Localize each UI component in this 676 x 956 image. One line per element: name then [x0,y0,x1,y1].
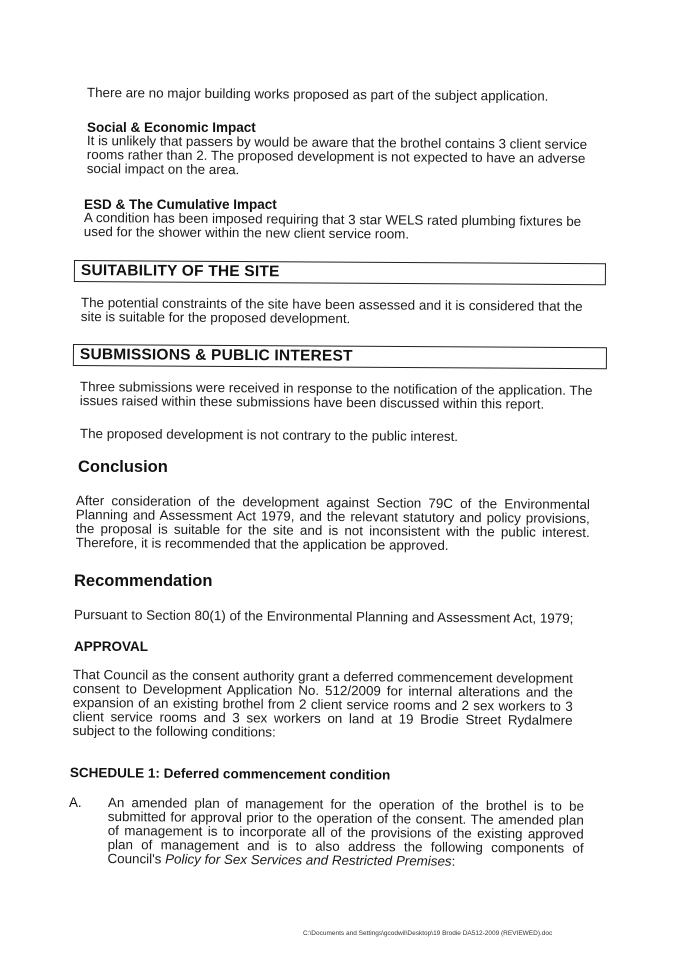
recommendation-paragraph: Pursuant to Section 80(1) of the Environmental Planning and Assessment Act, 1979; [73,607,574,626]
suitability-paragraph: The potential constraints of the site have been assessed and it is considered that the site is suitable for the proposed development. [80,295,583,327]
item-letter: A. [69,795,82,810]
suitability-heading: SUITABILITY OF THE SITE [80,262,280,281]
recommendation-heading: Recommendation [74,572,213,590]
esd-heading: ESD & The Cumulative Impact [84,197,277,212]
footer-filepath: C:\Documents and Settings\gcodwil\Desktop\19 Brodie DA512-2009 (REVIEWED).doc [303,930,553,937]
social-paragraph: It is unlikely that passers by would be aware that the brothel contains 3 client service rooms rather than 2. The proposed development is not expected to have an adverse social impact on the area. [86,133,588,178]
schedule-item-paragraph [107,796,584,870]
social-heading: Social & Economic Impact [87,120,256,135]
submissions-heading-box [73,344,607,369]
approval-heading: APPROVAL [74,639,149,654]
item-policy-name: Policy for Sex Services and Restricted Premises [165,851,452,869]
esd-paragraph: A condition has been imposed requiring that 3 star WELS rated plumbing fixtures be used for the shower within the new client service room. [83,210,582,242]
submissions-heading: SUBMISSIONS & PUBLIC INTEREST [79,346,353,365]
schedule-heading: SCHEDULE 1: Deferred commencement condition [69,765,391,783]
item-end: : [451,853,456,869]
conclusion-paragraph: After consideration of the development against Section 79C of the Environmental Planning and Assessment Act 1979, and the relevant statutory and policy provisions, the proposal is suitable for the site and is not inconsistent with the public interest. Therefore, it is recommended that the application be approved. [75,493,590,553]
item-text: An amended plan of management for the operation of the brothel is to be submitted for approval prior to the operation of the consent. The amended plan of management is to incorporate all of the provisions of the existing approved plan of management and is to also address the following components of Council's [107,795,584,867]
suitability-heading-box [74,260,606,285]
submissions-paragraph: Three submissions were received in response to the notification of the application. The issues raised within these submissions have been discussed within this report. [79,379,593,412]
intro-paragraph: There are no major building works proposed as part of the subject application. [86,85,549,104]
conclusion-heading: Conclusion [78,458,168,476]
approval-paragraph: That Council as the consent authority grant a deferred commencement development consent to Development Application No. 512/2009 for internal alterations and the expansion of an existing brothel from 2 client service rooms and 2 sex workers to 3 client service rooms and 3 sex workers on land at 19 Brodie Street Rydalmere subject to the following conditions: [72,667,573,740]
public-interest-paragraph: The proposed development is not contrary to the public interest. [79,426,459,444]
